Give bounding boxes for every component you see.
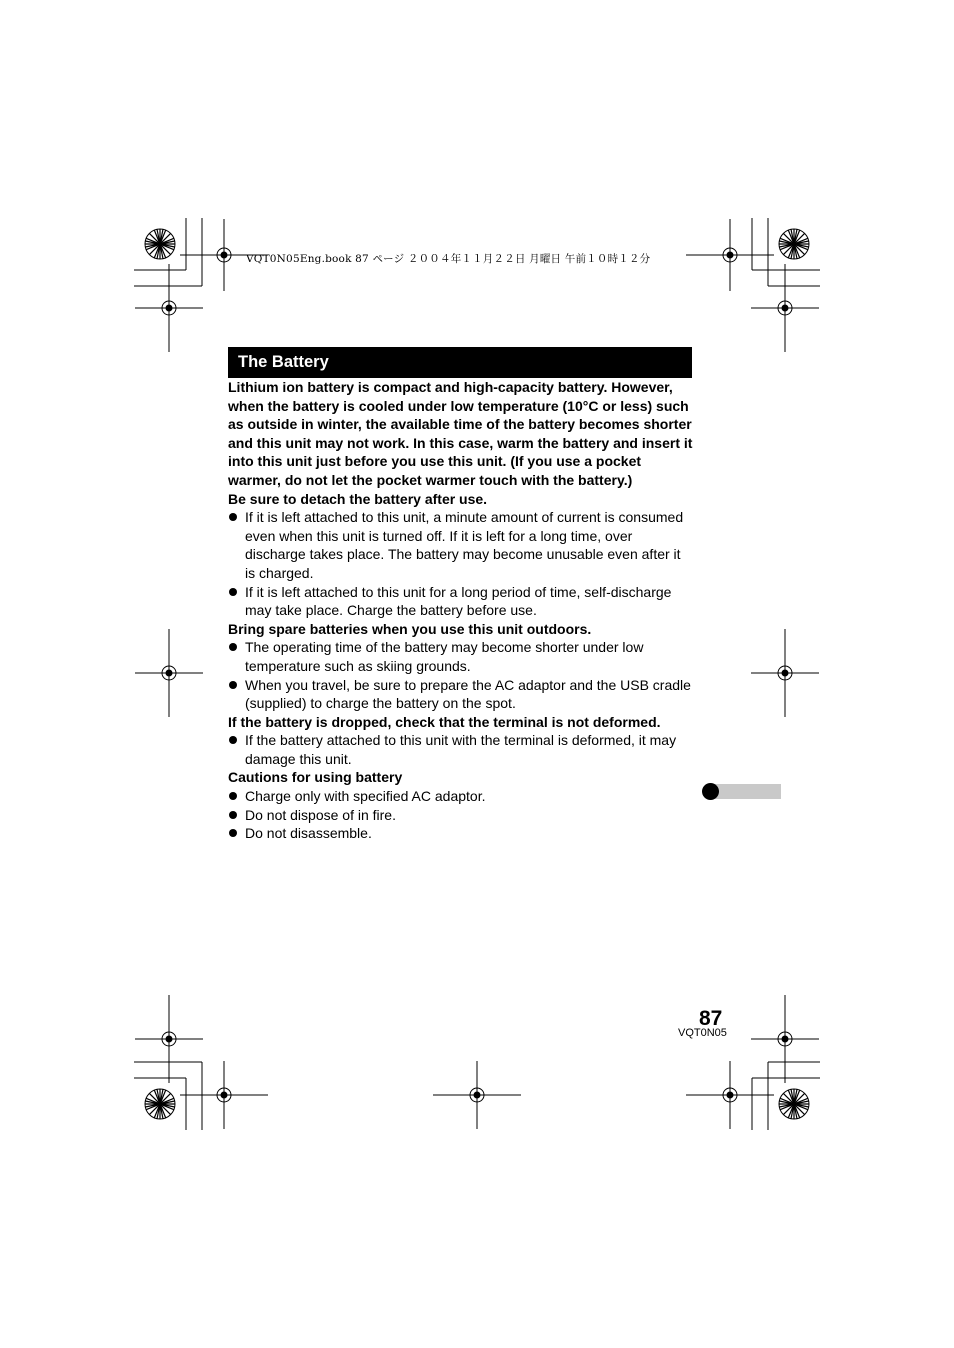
- bullet-icon: [229, 681, 237, 689]
- registration-mark-icon: [751, 629, 819, 717]
- list-item-text: Charge only with specified AC adaptor.: [245, 788, 486, 805]
- list-item: [228, 824, 694, 843]
- page-number: 87: [699, 1007, 723, 1030]
- section-title: The Battery: [238, 353, 329, 371]
- bullet-icon: [229, 588, 237, 596]
- list-item-text: If it is left attached to this unit, a minute amount of current is consumed even when this unit is turned off. If it is left for a long time, over discharge takes place. The battery may become unusable even after it is charged.: [245, 509, 684, 581]
- bullet-list: [228, 731, 694, 768]
- registration-mark-icon: [751, 264, 819, 352]
- print-file-header: VQT0N05Eng.book 87 ページ ２００４年１１月２２日 月曜日 午前１０時１２分: [246, 253, 651, 265]
- section-index-tab: [702, 783, 781, 800]
- document-code: VQT0N05: [678, 1027, 727, 1039]
- registration-mark-icon: [135, 995, 203, 1083]
- registration-mark-icon: [433, 1061, 521, 1129]
- list-item: [228, 676, 694, 713]
- bullet-list: [228, 508, 694, 620]
- group-heading: Cautions for using battery: [228, 769, 403, 786]
- registration-mark-icon: [135, 264, 203, 352]
- bullet-icon: [229, 811, 237, 819]
- list-item: [228, 583, 694, 620]
- bullet-icon: [229, 829, 237, 837]
- section-title-bar: [228, 347, 692, 378]
- registration-mark-icon: [751, 995, 819, 1083]
- registration-mark-icon: [686, 1061, 774, 1129]
- bullet-icon: [229, 736, 237, 744]
- list-item: [228, 731, 694, 768]
- section-body: [228, 378, 694, 843]
- list-item: [228, 787, 694, 806]
- starburst-target-icon: [779, 229, 809, 259]
- bullet-icon: [229, 643, 237, 651]
- bullet-icon: [229, 513, 237, 521]
- group-heading: Be sure to detach the battery after use.: [228, 490, 488, 507]
- list-item-text: Do not disassemble.: [245, 825, 372, 842]
- list-item-text: Do not dispose of in fire.: [245, 806, 396, 823]
- list-item-text: When you travel, be sure to prepare the AC adaptor and the USB cradle (supplied) to charge the battery on the spot.: [245, 676, 691, 712]
- bullet-list: [228, 787, 694, 843]
- index-tab-dot-icon: [702, 783, 719, 800]
- bullet-list: [228, 638, 694, 712]
- list-item-text: If it is left attached to this unit for a long period of time, self-discharge may take place. Charge the battery before use.: [245, 583, 672, 619]
- starburst-target-icon: [145, 1089, 175, 1119]
- index-tab-bar: [710, 784, 781, 799]
- group-heading: If the battery is dropped, check that the terminal is not deformed.: [228, 713, 661, 730]
- starburst-target-icon: [779, 1089, 809, 1119]
- list-item: [228, 508, 694, 582]
- list-item: [228, 806, 694, 825]
- list-item: [228, 638, 694, 675]
- starburst-target-icon: [145, 229, 175, 259]
- list-item-text: If the battery attached to this unit with the terminal is deformed, it may damage this unit.: [245, 732, 677, 767]
- registration-mark-icon: [686, 219, 774, 291]
- list-item-text: The operating time of the battery may become shorter under low temperature such as skiing grounds.: [245, 639, 644, 674]
- bullet-icon: [229, 792, 237, 800]
- group-heading: Bring spare batteries when you use this unit outdoors.: [228, 620, 592, 637]
- registration-mark-icon: [180, 1061, 268, 1129]
- registration-mark-icon: [135, 629, 203, 717]
- intro-paragraph: Lithium ion battery is compact and high-capacity battery. However, when the battery is cooled under low temperature (10°C or less) such as outside in winter, the available time of the battery becomes shorter and this unit may not work. In this case, warm the battery and insert it into this unit just before you use this unit. (If you use a pocket warmer, do not let the pocket warmer touch with the battery.): [228, 379, 693, 488]
